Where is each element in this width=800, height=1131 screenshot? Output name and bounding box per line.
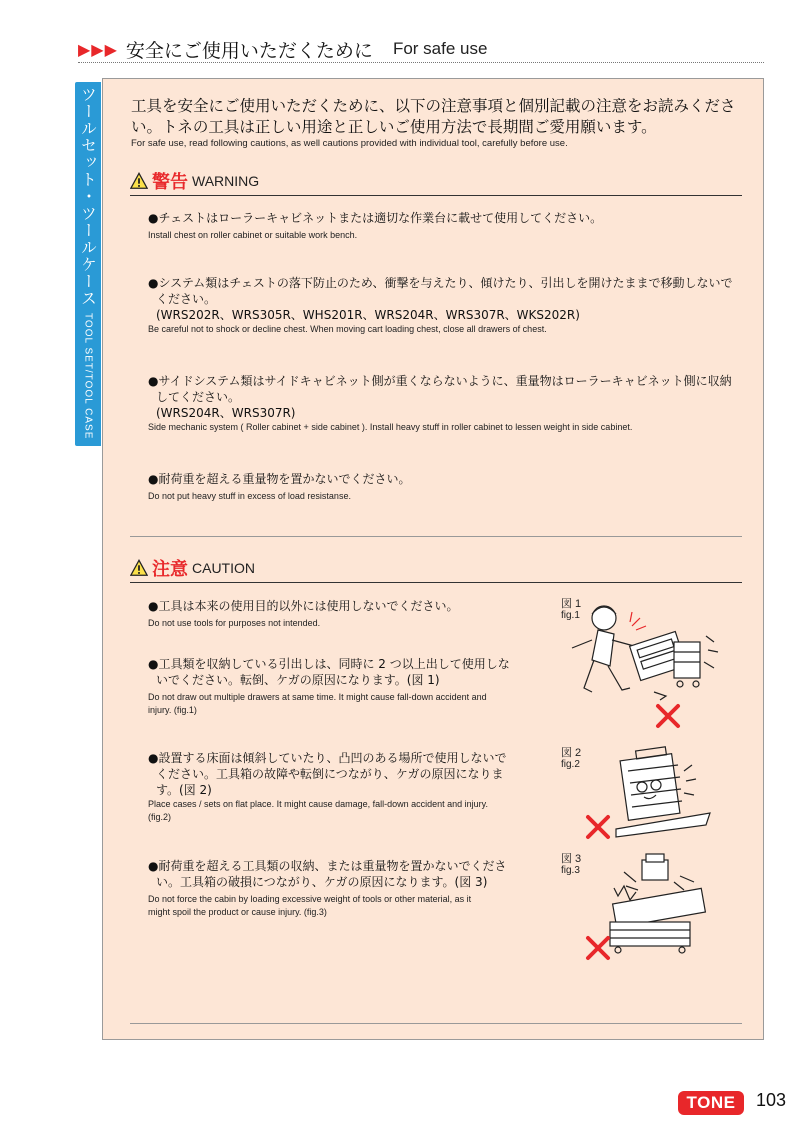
bullet: ● [148,657,159,671]
warning-item-3-jp3: (WRS204R、WRS307R) [156,406,296,420]
section-divider [130,536,742,537]
caution-item [148,750,507,824]
caution-item-2-jp2: いでください。転倒、ケガの原因になります。(図 1) [156,673,440,687]
warning-item [148,275,732,336]
warning-item-4-en: Do not put heavy stuff in excess of load resistanse. [148,491,351,501]
warning-item [148,210,602,242]
caution-item [148,858,507,919]
header-arrows-icon: ▶▶▶ [78,39,118,59]
figure-3-label [561,853,581,877]
warning-title-jp: 警告 [152,172,188,193]
figure-1-label-en: fig.1 [561,610,580,621]
bullet: ● [148,211,159,225]
caution-item-1-en: Do not use tools for purposes not intended. [148,618,321,628]
warning-title-en: WARNING [192,173,260,189]
header-title-jp: 安全にご使用いただくために [125,39,373,62]
warning-triangle-icon [130,172,148,190]
warning-item-3-jp2: してください。 [156,390,241,404]
figure-3-label-en: fig.3 [561,865,580,876]
bottom-divider [130,1023,742,1024]
warning-item [148,373,732,434]
caution-heading [130,556,255,580]
intro-text-en: For safe use, read following cautions, as well cautions provided with individual tool, carefully before use. [131,138,568,149]
warning-item-2-jp2: ください。 [156,292,217,306]
caution-rule [130,582,742,583]
figure-3-illustration [584,852,714,967]
caution-item-4-jp2: い。工具箱の破損につながり、ケガの原因になります。(図 3) [156,875,488,889]
page-header [78,36,487,62]
caution-item-3-jp3: す。(図 2) [156,783,212,797]
caution-item-4-jp1: 耐荷重を超える工具類の収納、または重量物を置かないでくださ [158,859,507,873]
figure-2-label-en: fig.2 [561,759,580,770]
caution-title-en: CAUTION [192,560,255,576]
page-number: 103 [756,1090,787,1110]
caution-item-4-en1: Do not force the cabin by loading excessive weight of tools or other material, as it [148,894,472,904]
caution-item-3-en2: (fig.2) [148,812,172,822]
figure-2-label-jp: 図 2 [561,747,582,759]
bullet: ● [148,276,159,290]
figure-1-illustration [562,596,732,736]
caution-item-3-jp2: ください。工具箱の故障や転倒につながり、ケガの原因になりま [156,767,504,781]
caution-item-2-en2: injury. (fig.1) [148,705,197,715]
caution-item-4-en2: might spoil the product or cause injury. (fig.3) [148,907,327,917]
caution-item [148,598,459,630]
figure-2-label [561,747,581,771]
bullet: ● [148,472,159,486]
bullet: ● [148,859,159,873]
caution-title-jp: 注意 [152,559,188,580]
warning-item [148,471,411,503]
caution-item-2-en1: Do not draw out multiple drawers at same time. It might cause fall-down accident and [148,692,487,702]
warning-item-1-en: Install chest on roller cabinet or suitable work bench. [148,230,358,240]
caution-triangle-icon [130,559,148,577]
tone-logo-text: TONE [686,1093,736,1112]
figure-2-illustration [584,745,714,845]
header-title-en: For safe use [392,39,488,58]
side-tab-en: TOOL SET/TOOL CASE [82,313,94,440]
bullet: ● [148,599,159,613]
warning-item-3-jp1: サイドシステム類はサイドキャビネット側が重くならないように、重量物はローラーキャビネット側に収納 [158,374,732,388]
caution-item [148,656,510,717]
caution-item-1-jp: 工具は本来の使用目的以外には使用しないでください。 [158,599,459,613]
warning-item-2-jp3: (WRS202R、WRS305R、WHS201R、WRS204R、WRS307R、WKS202R) [156,308,580,322]
caution-item-2-jp1: 工具類を収納している引出しは、同時に 2 つ以上出して使用しな [158,657,510,671]
side-tab [75,82,101,446]
figure-3-label-jp: 図 3 [561,853,582,865]
warning-heading [130,169,259,193]
warning-item-1-jp: チェストはローラーキャビネットまたは適切な作業台に載せて使用してください。 [158,211,603,225]
warning-item-2-en: Be careful not to shock or decline chest. When moving cart loading chest, close all drawers of chest. [148,324,547,334]
side-tab-jp: ツールセット・ツールケース [78,86,98,307]
bullet: ● [148,374,159,388]
bullet: ● [148,751,159,765]
caution-item-3-en1: Place cases / sets on flat place. It might cause damage, fall-down accident and injury. [148,799,489,809]
warning-item-4-jp: 耐荷重を超える重量物を置かないでください。 [158,472,411,486]
warning-item-3-en: Side mechanic system ( Roller cabinet + side cabinet ). Install heavy stuff in roller cabinet to lessen weight in side cabinet. [148,422,633,432]
header-divider [78,62,764,63]
warning-item-2-jp1: システム類はチェストの落下防止のため、衝撃を与えたり、傾けたり、引出しを開けたままで移動しないで [158,276,733,290]
tone-logo [678,1091,744,1115]
figure-1-label-jp: 図 1 [561,598,582,610]
caution-item-3-jp1: 設置する床面は傾斜していたり、凸凹のある場所で使用しないで [158,751,507,765]
intro-text-jp: 工具を安全にご使用いただくために、以下の注意事項と個別記載の注意をお読みください。トネの工具は正しい用途と正しいご使用方法で長期間ご愛用願います。 [131,97,736,136]
warning-rule [130,195,742,196]
